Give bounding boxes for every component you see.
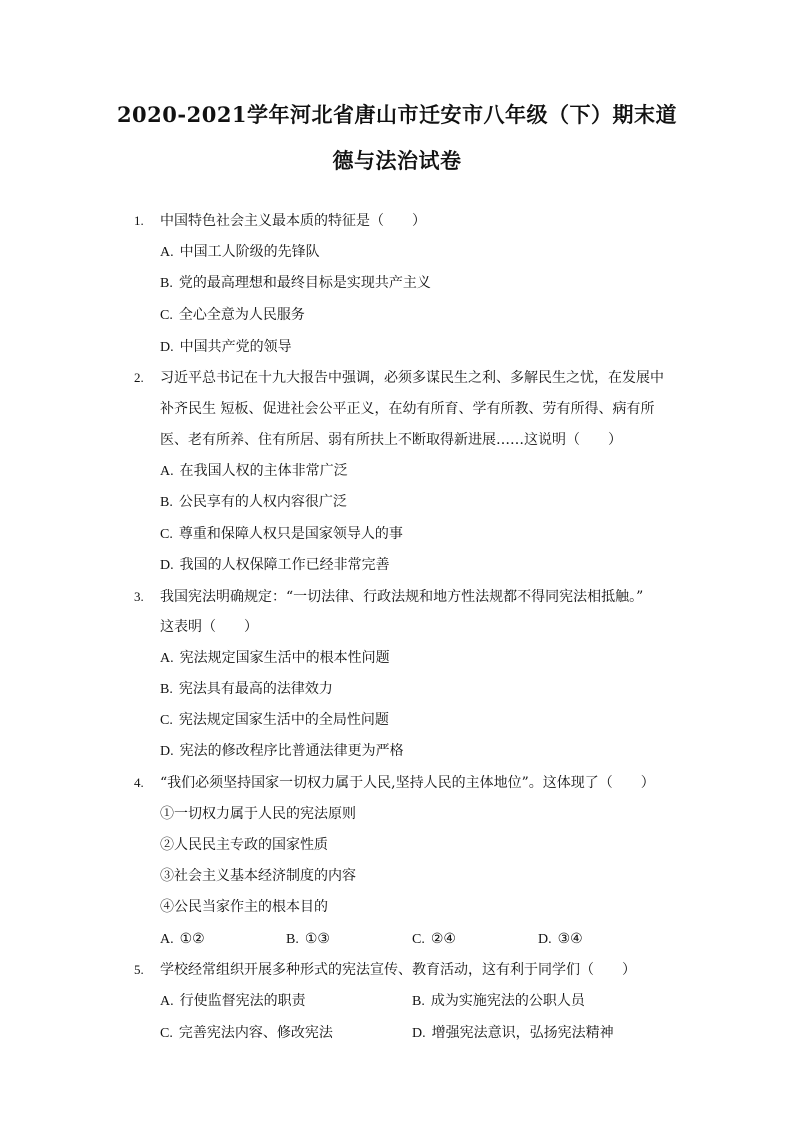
option-label: A. bbox=[160, 651, 174, 666]
option-text: 宪法具有最高的法律效力 bbox=[178, 681, 333, 697]
option-b bbox=[160, 274, 431, 293]
option-text: ①② bbox=[179, 931, 205, 947]
question-stem: 习近平总书记在十九大报告中强调，必须多谋民生之利、多解民生之忧，在发展中 bbox=[160, 370, 664, 386]
question-number: 5. bbox=[134, 962, 144, 977]
option-label: A. bbox=[160, 994, 174, 1009]
option-b bbox=[286, 930, 330, 949]
option-d bbox=[160, 742, 404, 761]
option-text: 全心全意为人民服务 bbox=[178, 307, 305, 323]
option-a bbox=[160, 243, 320, 262]
question-stem: 中国特色社会主义最本质的特征是（ ） bbox=[160, 213, 426, 229]
option-text: 完善宪法内容、修改宪法 bbox=[178, 1025, 333, 1041]
question-number: 1. bbox=[134, 213, 144, 228]
option-c bbox=[160, 306, 305, 325]
option-label: D. bbox=[160, 558, 174, 573]
option-text: 公民享有的人权内容很广泛 bbox=[178, 494, 347, 510]
option-text: 增强宪法意识，弘扬宪法精神 bbox=[431, 1025, 614, 1041]
option-text: ①③ bbox=[304, 931, 330, 947]
option-a bbox=[160, 992, 306, 1011]
option-d bbox=[412, 1024, 614, 1043]
option-b bbox=[160, 680, 333, 699]
option-text: 党的最高理想和最终目标是实现共产主义 bbox=[178, 275, 431, 291]
option-text: 我国的人权保障工作已经非常完善 bbox=[179, 557, 390, 573]
option-label: B. bbox=[286, 932, 299, 947]
statement-3: ③社会主义基本经济制度的内容 bbox=[160, 868, 356, 884]
option-b bbox=[412, 992, 585, 1011]
option-label: C. bbox=[412, 932, 425, 947]
statement-4: ④公民当家作主的根本目的 bbox=[160, 899, 328, 915]
option-label: D. bbox=[538, 932, 552, 947]
option-label: C. bbox=[160, 527, 173, 542]
question-number: 4. bbox=[134, 775, 144, 790]
exam-title-line-1: 2020-2021学年河北省唐山市迁安市八年级（下）期末道 bbox=[116, 102, 678, 127]
option-text: 行使监督宪法的职责 bbox=[179, 993, 306, 1009]
option-a bbox=[160, 462, 348, 481]
option-b bbox=[160, 493, 347, 512]
option-a bbox=[160, 930, 205, 949]
option-d bbox=[538, 930, 583, 949]
question-stem: “我们必须坚持国家一切权力属于人民,坚持人民的主体地位”。这体现了（ ） bbox=[160, 775, 655, 791]
option-text: 尊重和保障人权只是国家领导人的事 bbox=[178, 526, 403, 542]
option-label: B. bbox=[160, 682, 173, 697]
option-c bbox=[160, 525, 403, 544]
option-c bbox=[160, 711, 389, 730]
option-text: 中国共产党的领导 bbox=[179, 339, 292, 355]
option-label: A. bbox=[160, 245, 174, 260]
option-label: C. bbox=[160, 1026, 173, 1041]
option-c bbox=[160, 1024, 333, 1043]
option-label: C. bbox=[160, 713, 173, 728]
question-stem: 我国宪法明确规定：“一切法律、行政法规和地方性法规都不得同宪法相抵触。” bbox=[160, 589, 644, 605]
option-label: C. bbox=[160, 308, 173, 323]
option-text: ②④ bbox=[430, 931, 456, 947]
question-stem: 学校经常组织开展多种形式的宪法宣传、教育活动，这有利于同学们（ ） bbox=[160, 962, 636, 978]
option-label: B. bbox=[412, 994, 425, 1009]
question-number: 3. bbox=[134, 589, 144, 604]
option-text: 在我国人权的主体非常广泛 bbox=[179, 463, 348, 479]
question-stem: 医、老有所养、住有所居、弱有所扶上不断取得新进展……这说明（ ） bbox=[160, 432, 622, 448]
option-label: A. bbox=[160, 464, 174, 479]
option-label: D. bbox=[412, 1026, 426, 1041]
option-text: 宪法的修改程序比普通法律更为严格 bbox=[179, 743, 404, 759]
option-text: 宪法规定国家生活中的根本性问题 bbox=[179, 650, 390, 666]
option-d bbox=[160, 338, 292, 357]
option-label: B. bbox=[160, 495, 173, 510]
option-label: D. bbox=[160, 340, 174, 355]
option-a bbox=[160, 649, 390, 668]
option-text: 成为实施宪法的公职人员 bbox=[430, 993, 585, 1009]
statement-1: ①一切权力属于人民的宪法原则 bbox=[160, 806, 356, 822]
option-label: D. bbox=[160, 744, 174, 759]
option-label: B. bbox=[160, 276, 173, 291]
question-stem: 这表明（ ） bbox=[160, 619, 258, 635]
option-d bbox=[160, 556, 390, 575]
question-number: 2. bbox=[134, 370, 144, 385]
option-text: 宪法规定国家生活中的全局性问题 bbox=[178, 712, 389, 728]
question-stem: 补齐民生 短板、促进社会公平正义，在幼有所育、学有所教、劳有所得、病有所 bbox=[160, 401, 655, 417]
option-label: A. bbox=[160, 932, 174, 947]
option-text: ③④ bbox=[557, 931, 583, 947]
option-c bbox=[412, 930, 456, 949]
option-text: 中国工人阶级的先锋队 bbox=[179, 244, 320, 260]
exam-title-line-2: 德与法治试卷 bbox=[332, 148, 462, 173]
statement-2: ②人民民主专政的国家性质 bbox=[160, 837, 328, 853]
